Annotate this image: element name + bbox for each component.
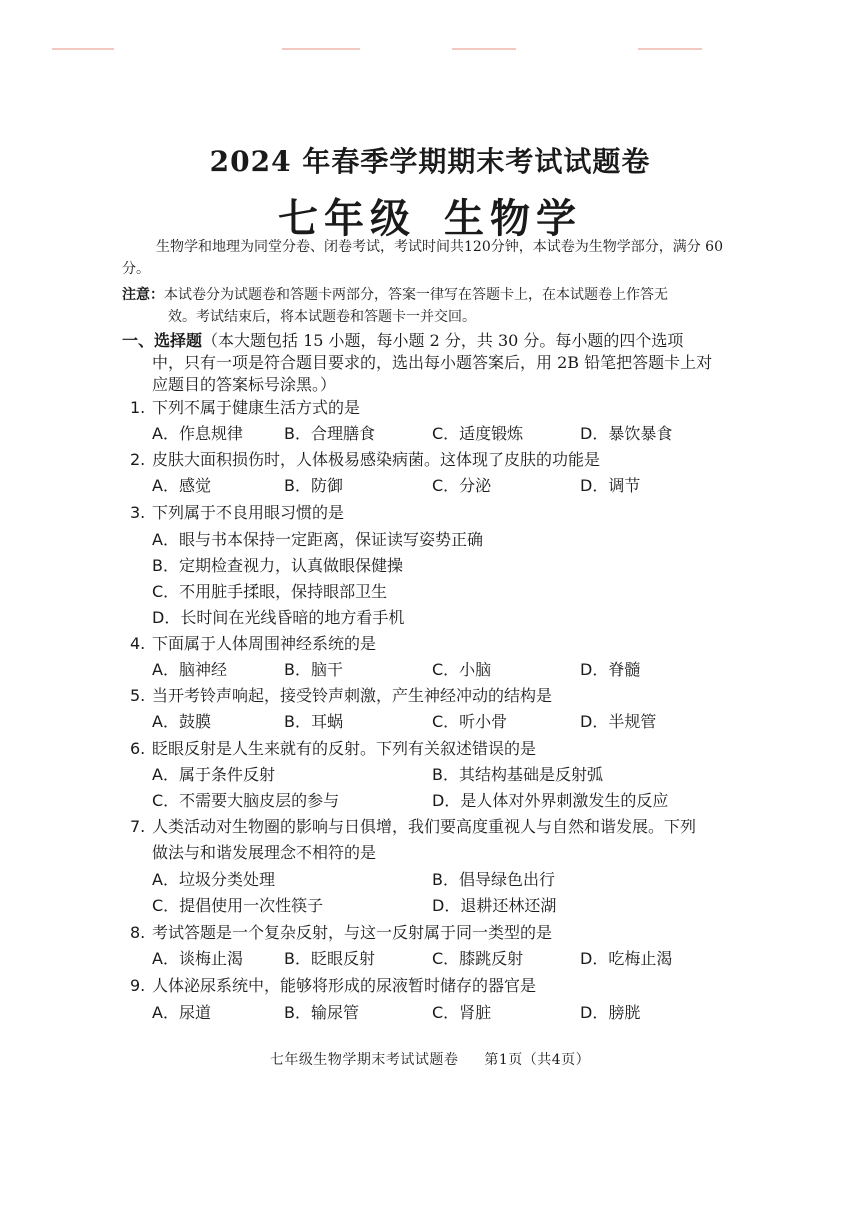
option-c: C．不需要大脑皮层的参与 xyxy=(152,791,340,810)
option-b: B．合理膳食 xyxy=(284,424,375,443)
section-instructions: （本大题包括 15 小题，每小题 2 分，共 30 分。每小题的四个选项 xyxy=(202,331,684,350)
option-d: D．是人体对外界刺激发生的反应 xyxy=(432,791,669,810)
question-9-options xyxy=(152,1000,712,1026)
question-6-options-row2 xyxy=(152,788,712,814)
notice-label: 注意： xyxy=(122,287,164,303)
question-number: 7. xyxy=(130,817,146,836)
option-a: A．眼与书本保持一定距离，保证读写姿势正确 xyxy=(152,530,483,549)
option-d: D．长时间在光线昏暗的地方看手机 xyxy=(152,608,405,627)
grade-label: 七年级 xyxy=(278,195,416,242)
question-7-options-row2 xyxy=(152,893,712,919)
notice-line-1: 本试卷分为试题卷和答题卡两部分，答案一律写在答题卡上，在本试题卷上作答无 xyxy=(164,287,668,303)
question-text: 下面属于人体周围神经系统的是 xyxy=(152,634,377,653)
option-d: D．吃梅止渴 xyxy=(580,949,673,968)
option-c: C．不用脏手揉眼，保持眼部卫生 xyxy=(152,582,388,601)
section-instructions-cont: 中，只有一项是符合题目要求的，选出每小题答案后，用 2B 铅笔把答题卡上对应题目的答案标号涂黑。） xyxy=(152,353,713,394)
question-6-options-row1 xyxy=(152,762,712,788)
question-1-options xyxy=(152,421,712,447)
question-text: 皮肤大面积损伤时，人体极易感染病菌。这体现了皮肤的功能是 xyxy=(152,450,601,469)
option-d: D．膀胱 xyxy=(580,1003,641,1022)
option-d: D．退耕还林还湖 xyxy=(432,896,557,915)
question-text: 考试答题是一个复杂反射，与这一反射属于同一类型的是 xyxy=(152,923,553,942)
option-c: C．肾脏 xyxy=(432,1003,492,1022)
option-b: B．倡导绿色出行 xyxy=(432,870,555,889)
exam-intro: 生物学和地理为同堂分卷、闭卷考试，考试时间共120分钟，本试卷为生物学部分，满分 60 分。 xyxy=(122,239,723,277)
question-number: 6. xyxy=(130,739,146,758)
question-number: 2. xyxy=(130,450,146,469)
option-b: B．眨眼反射 xyxy=(284,949,375,968)
scan-artifact xyxy=(52,48,114,50)
option-b: B．其结构基础是反射弧 xyxy=(432,765,603,784)
option-a: A．鼓膜 xyxy=(152,712,211,731)
option-c: C．提倡使用一次性筷子 xyxy=(152,896,324,915)
section-heading xyxy=(122,330,722,396)
question-1 xyxy=(130,395,710,421)
option-c: C．听小骨 xyxy=(432,712,508,731)
option-d: D．调节 xyxy=(580,476,641,495)
option-a: A．脑神经 xyxy=(152,660,227,679)
option-b: B．脑干 xyxy=(284,660,343,679)
option-d: D．脊髓 xyxy=(580,660,641,679)
option-a: A．感觉 xyxy=(152,476,211,495)
question-9 xyxy=(130,973,710,999)
option-a: A．垃圾分类处理 xyxy=(152,870,275,889)
option-b: B．定期检查视力，认真做眼保健操 xyxy=(152,556,403,575)
option-b: B．输尿管 xyxy=(284,1003,359,1022)
question-number: 3. xyxy=(130,503,146,522)
option-c: C．分泌 xyxy=(432,476,492,495)
option-d: D．暴饮暴食 xyxy=(580,424,673,443)
notice-block xyxy=(122,284,732,328)
option-d: D．半规管 xyxy=(580,712,657,731)
page-footer xyxy=(0,1049,860,1069)
question-5 xyxy=(130,683,710,709)
option-a: A．尿道 xyxy=(152,1003,211,1022)
question-4 xyxy=(130,631,710,657)
question-4-options xyxy=(152,657,712,683)
question-5-options xyxy=(152,709,712,735)
question-text: 当开考铃声响起，接受铃声刺激，产生神经冲动的结构是 xyxy=(152,686,553,705)
question-number: 1. xyxy=(130,398,146,417)
question-text: 下列属于不良用眼习惯的是 xyxy=(152,503,345,522)
scan-artifact xyxy=(452,48,516,50)
question-text: 眨眼反射是人生来就有的反射。下列有关叙述错误的是 xyxy=(152,739,537,758)
page-number: 第1页（共4页） xyxy=(484,1052,591,1068)
question-6 xyxy=(130,736,710,762)
question-text: 人类活动对生物圈的影响与日俱增，我们要高度重视人与自然和谐发展。下列做法与和谐发展理念不相符的是 xyxy=(152,817,697,862)
question-2-options xyxy=(152,473,712,499)
option-a: A．谈梅止渴 xyxy=(152,949,243,968)
scan-artifact xyxy=(638,48,702,50)
question-text: 人体泌尿系统中，能够将形成的尿液暂时储存的器官是 xyxy=(152,976,537,995)
question-number: 5. xyxy=(130,686,146,705)
notice-line-2: 效。考试结束后，将本试题卷和答题卡一并交回。 xyxy=(168,309,476,325)
subject-label: 生物学 xyxy=(444,195,582,242)
question-number: 4. xyxy=(130,634,146,653)
question-7 xyxy=(130,814,710,866)
option-c: C．适度锻炼 xyxy=(432,424,524,443)
scan-artifact xyxy=(282,48,360,50)
question-7-options-row1 xyxy=(152,867,712,893)
question-8-options xyxy=(152,946,712,972)
option-b: B．防御 xyxy=(284,476,343,495)
option-c: C．膝跳反射 xyxy=(432,949,524,968)
question-3 xyxy=(130,500,710,526)
option-b: B．耳蜗 xyxy=(284,712,343,731)
footer-doc-title: 七年级生物学期末考试试题卷 xyxy=(269,1052,459,1068)
question-number: 8. xyxy=(130,923,146,942)
option-c: C．小脑 xyxy=(432,660,492,679)
option-a: A．作息规律 xyxy=(152,424,243,443)
question-text: 下列不属于健康生活方式的是 xyxy=(152,398,361,417)
question-number: 9. xyxy=(130,976,146,995)
question-2 xyxy=(130,447,710,473)
option-a: A．属于条件反射 xyxy=(152,765,275,784)
exam-title: 2024 年春季学期期末考试试题卷 xyxy=(209,145,651,178)
section-title: 一、选择题 xyxy=(122,331,203,350)
question-8 xyxy=(130,920,710,946)
